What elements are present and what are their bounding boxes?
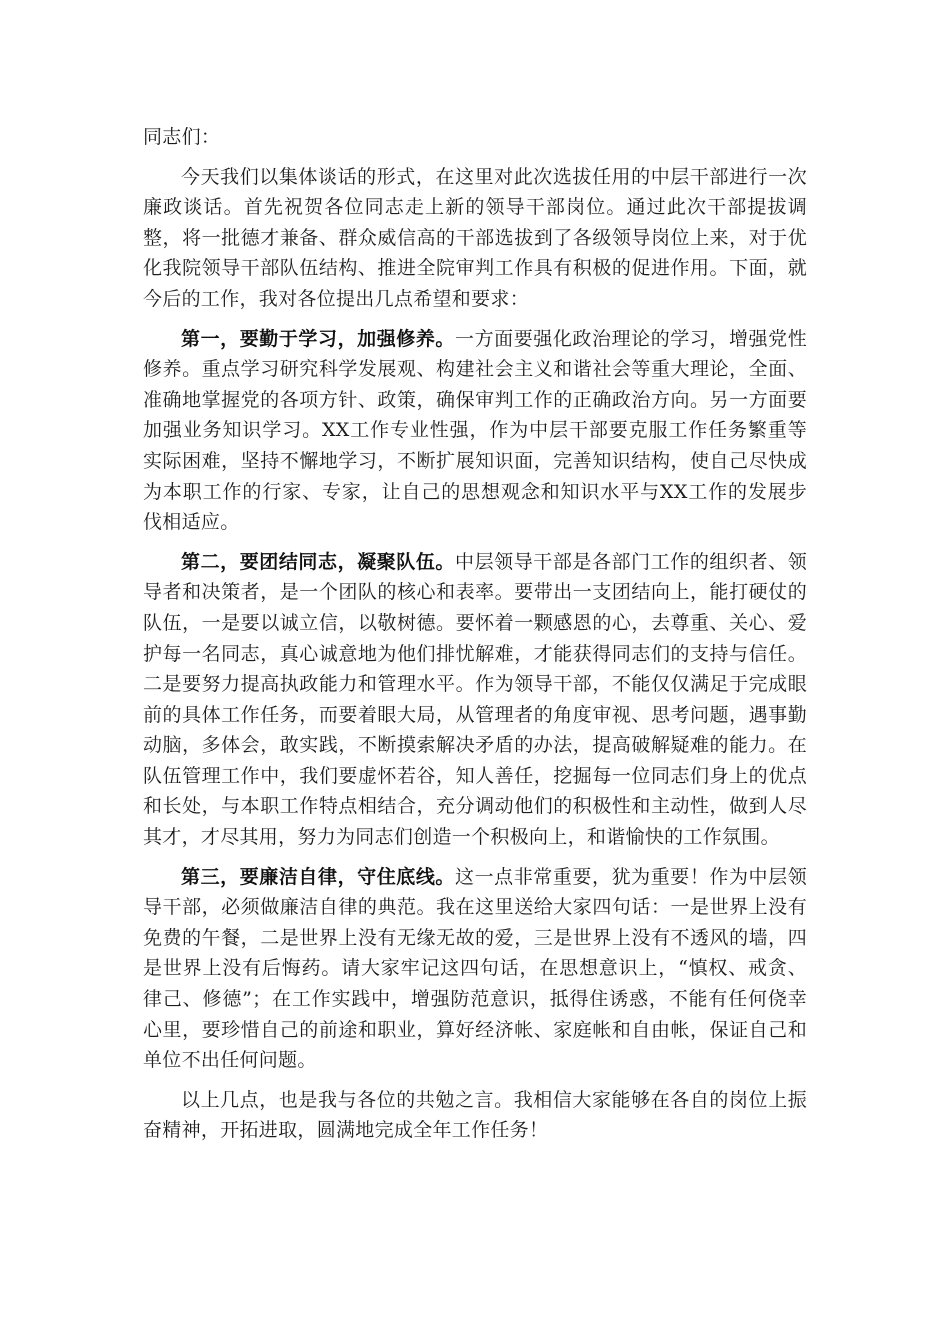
section-heading-3: 第三，要廉洁自律，守住底线。 (181, 865, 455, 888)
salutation: 同志们： (143, 126, 221, 148)
section-body-2: 中层领导干部是各部门工作的组织者、领导者和决策者，是一个团队的核心和表率。要带出一支团结向上，能打硬仗的队伍，一是要以诚立信，以敬树德。要怀着一颗感恩的心，去尊重、关心、爱护每一名同志，真心诚意地为他们排忧解难，才能获得同志们的支持与信任。二是要努力提高执政能力和管理水平。作为领导干部，不能仅仅满足于完成眼前的具体工作任务，而要着眼大局，从管理者的角度审视、思考问题，遇事勤动脑，多体会，敢实践，不断摸索解决矛盾的办法，提高破解疑难的能力。在队伍管理工作中，我们要虚怀若谷，知人善任，挖掘每一位同志们身上的优点和长处，与本职工作特点相结合，充分调动他们的积极性和主动性，做到人尽其才，才尽其用，努力为同志们创造一个积极向上，和谐愉快的工作氛围。 (143, 550, 808, 849)
intro-paragraph: 今天我们以集体谈话的形式，在这里对此次选拔任用的中层干部进行一次廉政谈话。首先祝贺各位同志走上新的领导干部岗位。通过此次干部提拔调整，将一批德才兼备、群众威信高的干部选拔到了各级领导岗位上来，对于优化我院领导干部队伍结构、推进全院审判工作具有积极的促进作用。下面，就今后的工作，我对各位提出几点希望和要求： (143, 165, 807, 310)
document-body (143, 122, 807, 1155)
section-body-1: 一方面要强化政治理论的学习，增强党性修养。重点学习研究科学发展观、构建社会主义和谐社会等重大理论，全面、准确地掌握党的各项方针、政策，确保审判工作的正确政治方向。另一方面要加强业务知识学习。XX工作专业性强，作为中层干部要克服工作任务繁重等实际困难，坚持不懈地学习，不断扩展知识面，完善知识结构，使自己尽快成为本职工作的行家、专家，让自己的思想观念和知识水平与XX工作的发展步伐相适应。 (143, 327, 808, 534)
section-heading-1: 第一，要勤于学习，加强修养。 (181, 327, 455, 350)
section-paragraph-1 (143, 324, 807, 538)
section-body-3: 这一点非常重要，犹为重要！作为中层领导干部，必须做廉洁自律的典范。我在这里送给大家四句话：一是世界上没有免费的午餐，二是世界上没有无缘无故的爱，三是世界上没有不透风的墙，四是世界上没有后悔药。请大家牢记这四句话，在思想意识上，“慎权、戒贪、律己、修德”；在工作实践中，增强防范意识，抵得住诱惑，不能有任何侥幸心里，要珍惜自己的前途和职业，算好经济帐、家庭帐和自由帐，保证自己和单位不出任何问题。 (143, 865, 808, 1072)
section-paragraph-2 (143, 547, 807, 853)
section-heading-2: 第二，要团结同志，凝聚队伍。 (181, 550, 455, 573)
closing-paragraph: 以上几点，也是我与各位的共勉之言。我相信大家能够在各自的岗位上振奋精神，开拓进取，圆满地完成全年工作任务！ (143, 1088, 807, 1142)
section-paragraph-3 (143, 862, 807, 1076)
